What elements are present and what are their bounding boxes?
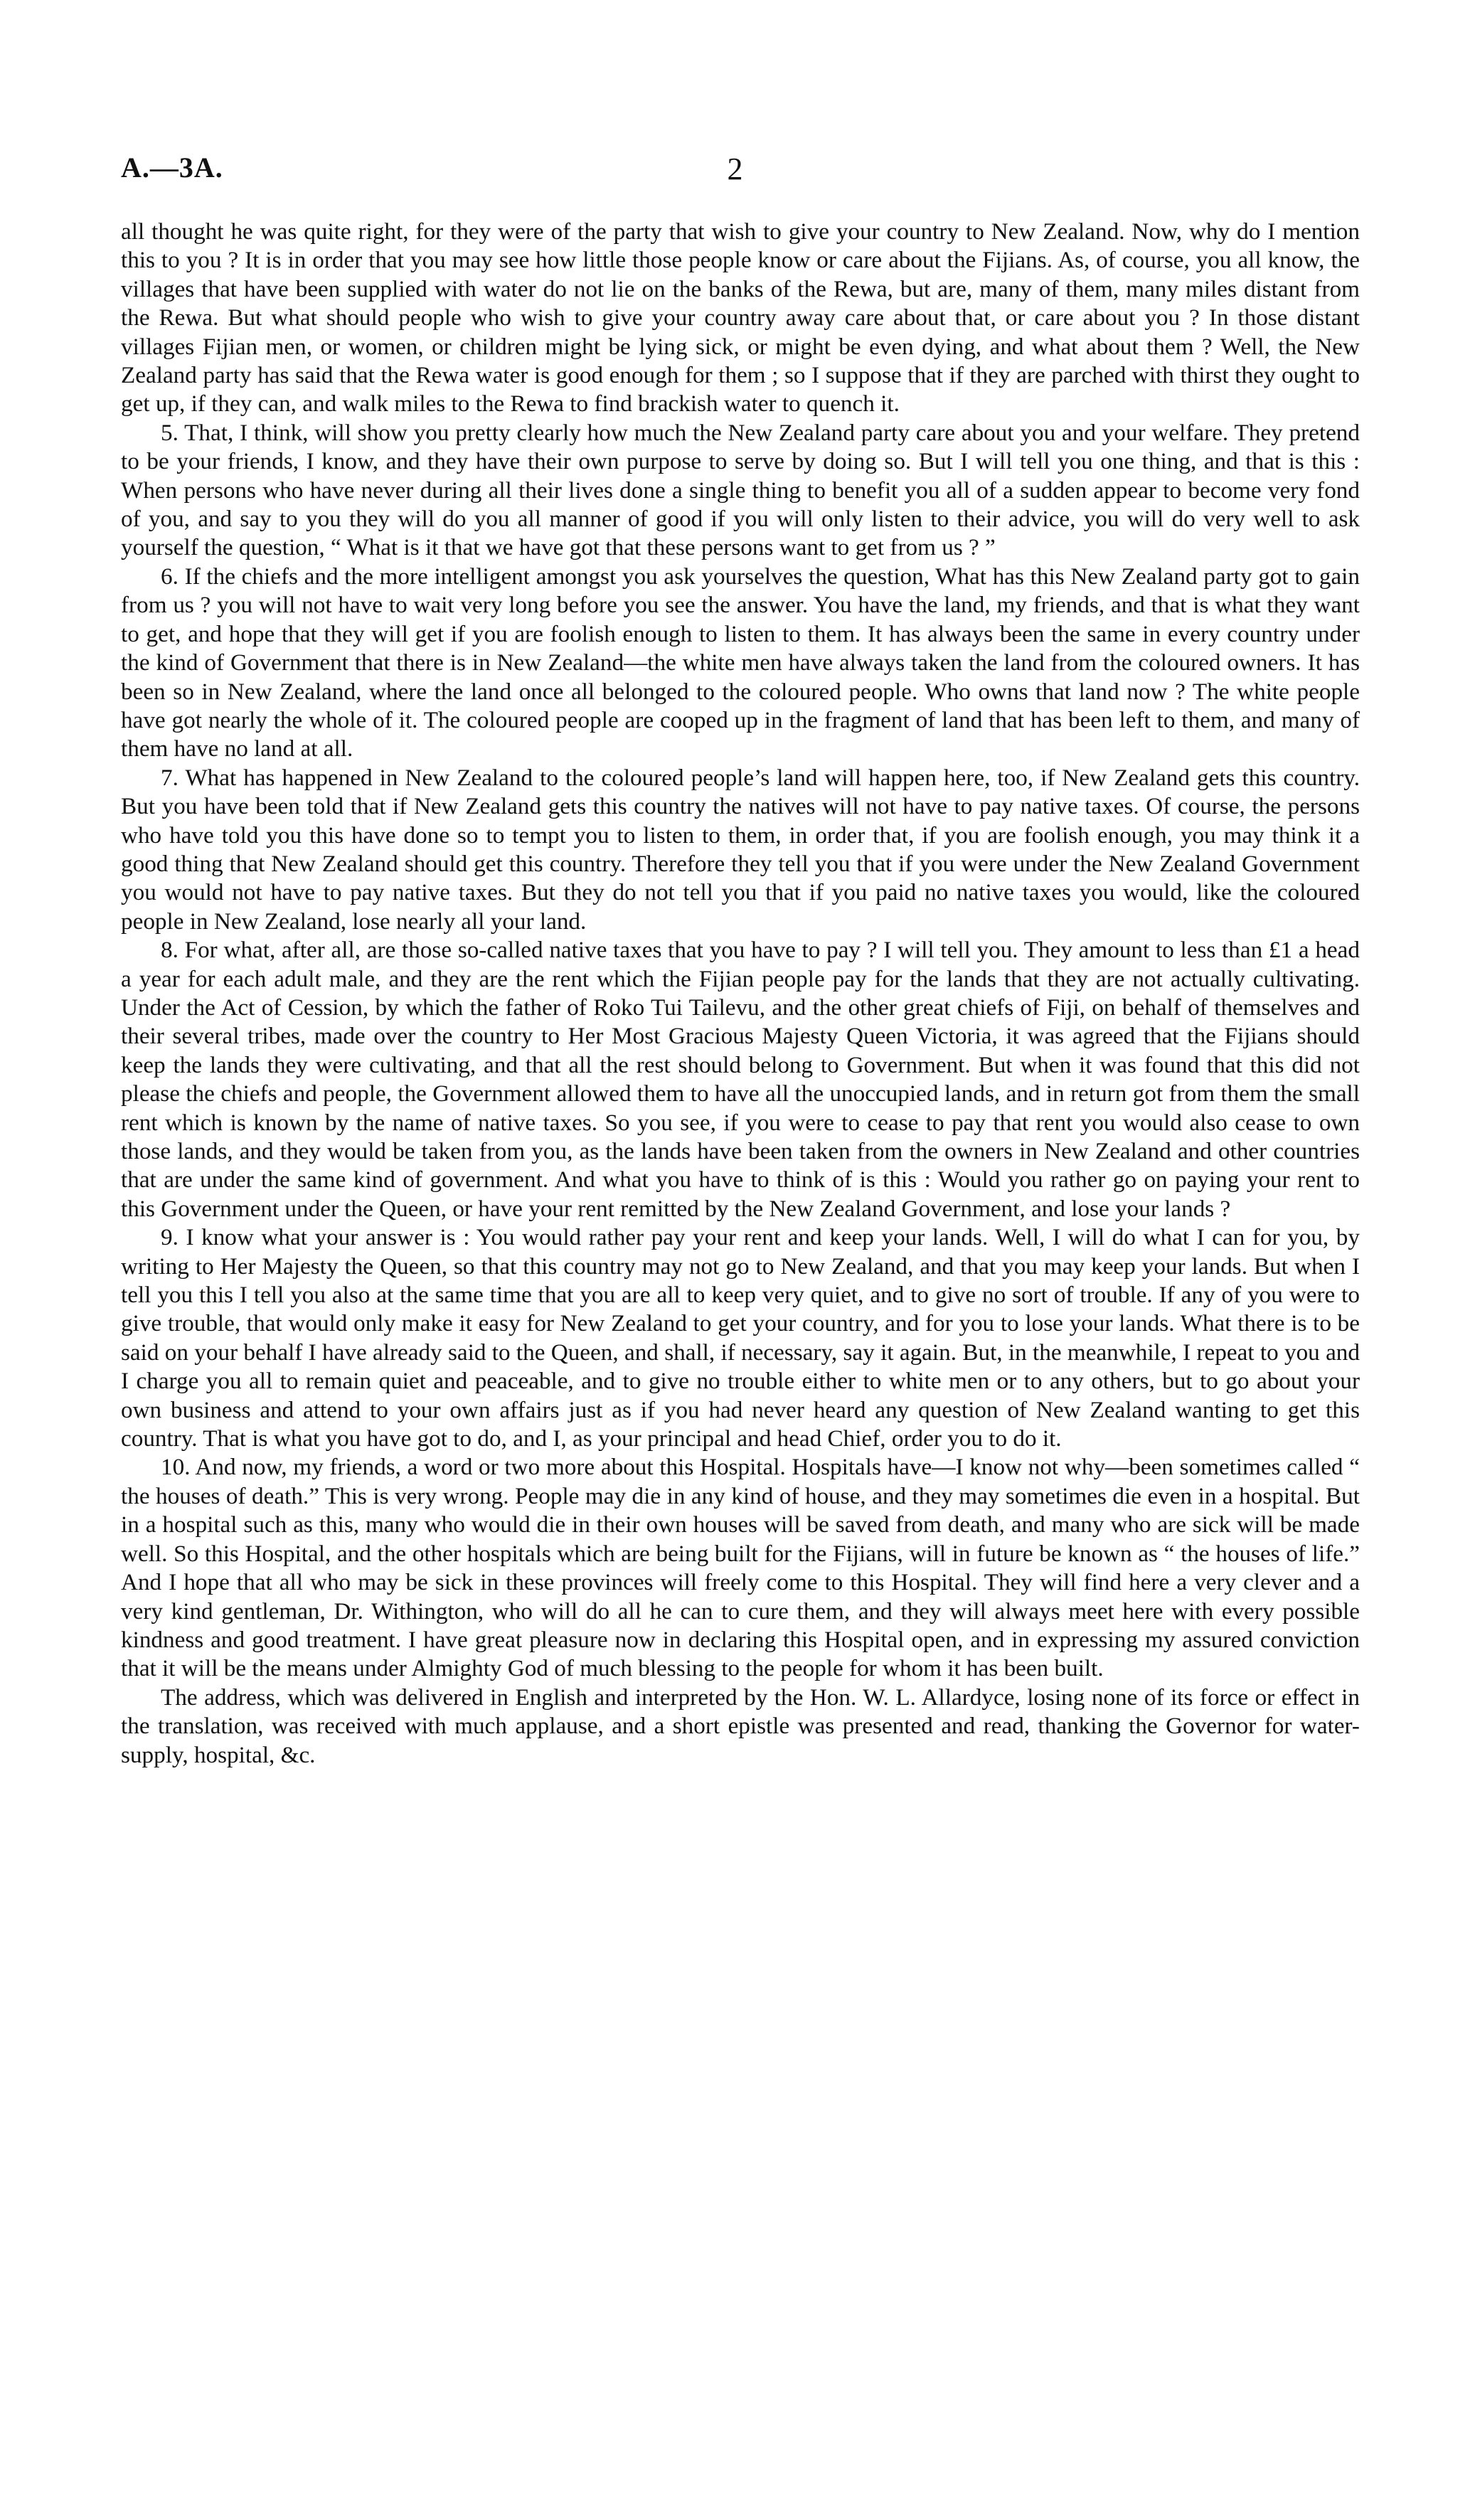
document-reference: A.—3A. bbox=[121, 151, 223, 184]
page-header bbox=[0, 151, 1470, 193]
closing-paragraph: The address, which was delivered in English and interpreted by the Hon. W. L. Allardyce, losing none of its force or effect in the translation, was received with much applause, and a short epistle was presented and read, thanking the Governor for water-supply, hospital, &c. bbox=[121, 1684, 1360, 1768]
document-body bbox=[121, 218, 1360, 1770]
paragraph-7: 7. What has happened in New Zealand to the coloured people’s land will happen here, too, if New Zealand gets this country. But you have been told that if New Zealand gets this country the natives will not have to pay native taxes. Of course, the persons who have told you this have done so to tempt you to listen to them, in order that, if you are foolish enough, you may think it a good thing that New Zealand should get this country. Therefore they tell you that if you were under the New Zealand Government you would not have to pay native taxes. But they do not tell you that if you paid no native taxes you would, like the coloured people in New Zealand, lose nearly all your land. bbox=[121, 764, 1360, 935]
paragraph-5: 5. That, I think, will show you pretty clearly how much the New Zealand party care about you and your welfare. They pretend to be your friends, I know, and they have their own purpose to serve by doing so. But I will tell you one thing, and that is this : When persons who have never during all their lives done a single thing to benefit you all of a sudden appear to become very fond of you, and say to you they will do you all manner of good if you will only listen to their advice, you will do very well to ask yourself the question, “ What is it that we have got that these persons want to get from us ? ” bbox=[121, 419, 1360, 561]
paragraph-10: 10. And now, my friends, a word or two more about this Hospital. Hospitals have—I know not why—been sometimes called “ the houses of death.” This is very wrong. People may die in any kind of house, and they may sometimes die even in a hospital. But in a hospital such as this, many who would die in their own houses will be saved from death, and many who are sick will be made well. So this Hospital, and the other hospitals which are being built for the Fijians, will in future be known as “ the houses of life.” And I hope that all who may be sick in these provinces will freely come to this Hospital. They will find here a very clever and a very kind gentleman, Dr. Withington, who will do all he can to cure them, and they will always meet here with every possible kindness and good treatment. I have great pleasure now in declaring this Hospital open, and in expressing my assured conviction that it will be the means under Almighty God of much blessing to the people for whom it has been built. bbox=[121, 1454, 1360, 1682]
paragraph-9: 9. I know what your answer is : You would rather pay your rent and keep your lands. Well, I will do what I can for you, by writing to Her Majesty the Queen, so that this country may not go to New Zealand, and that you may keep your lands. But when I tell you this I tell you also at the same time that you are all to keep very quiet, and to give no sort of trouble. If any of you were to give trouble, that would only make it easy for New Zealand to get your country, and for you to lose your lands. What there is to be said on your behalf I have already said to the Queen, and shall, if necessary, say it again. But, in the meanwhile, I repeat to you and I charge you all to remain quiet and peaceable, and to give no trouble either to white men or to any others, but to go about your own business and attend to your own affairs just as if you had never heard any question of New Zealand wanting to get this country. That is what you have got to do, and I, as your principal and head Chief, order you to do it. bbox=[121, 1224, 1360, 1452]
paragraph-6: 6. If the chiefs and the more intelligent amongst you ask yourselves the question, What has this New Zealand party got to gain from us ? you will not have to wait very long before you see the answer. You have the land, my friends, and that is what they want to get, and hope that they will get if you are foolish enough to listen to them. It has always been the same in every country under the kind of Government that there is in New Zealand—the white men have always taken the land from the coloured owners. It has been so in New Zealand, where the land once all belonged to the coloured people. Who owns that land now ? The white people have got nearly the whole of it. The coloured people are cooped up in the fragment of land that has been left to them, and many of them have no land at all. bbox=[121, 563, 1360, 762]
paragraph-8: 8. For what, after all, are those so-called native taxes that you have to pay ? I will tell you. They amount to less than £1 a head a year for each adult male, and they are the rent which the Fijian people pay for the lands that they are not actually cultivating. Under the Act of Cession, by which the father of Roko Tui Tailevu, and the other great chiefs of Fiji, on behalf of themselves and their several tribes, made over the country to Her Most Gracious Majesty Queen Victoria, it was agreed that the Fijians should keep the lands they were cultivating, and that all the rest should belong to Government. But when it was found that this did not please the chiefs and people, the Government allowed them to have all the unoccupied lands, and in return got from them the small rent which is known by the name of native taxes. So you see, if you were to cease to pay that rent you would also cease to own those lands, and they would be taken from you, as the lands have been taken from the owners in New Zealand and other countries that are under the same kind of government. And what you have to think of is this : Would you rather go on paying your rent to this Government under the Queen, or have your rent remitted by the New Zealand Government, and lose your lands ? bbox=[121, 937, 1360, 1222]
paragraph-continuation: all thought he was quite right, for they were of the party that wish to give your country to New Zealand. Now, why do I mention this to you ? It is in order that you may see how little those people know or care about the Fijians. As, of course, you all know, the villages that have been supplied with water do not lie on the banks of the Rewa, but are, many of them, many miles distant from the Rewa. But what should people who wish to give your country away care about that, or care about you ? In those distant villages Fijian men, or women, or children might be lying sick, or might be even dying, and what about them ? Well, the New Zealand party has said that the Rewa water is good enough for them ; so I suppose that if they are parched with thirst they ought to get up, if they can, and walk miles to the Rewa to find brackish water to quench it. bbox=[121, 218, 1360, 418]
page-number: 2 bbox=[727, 151, 743, 186]
